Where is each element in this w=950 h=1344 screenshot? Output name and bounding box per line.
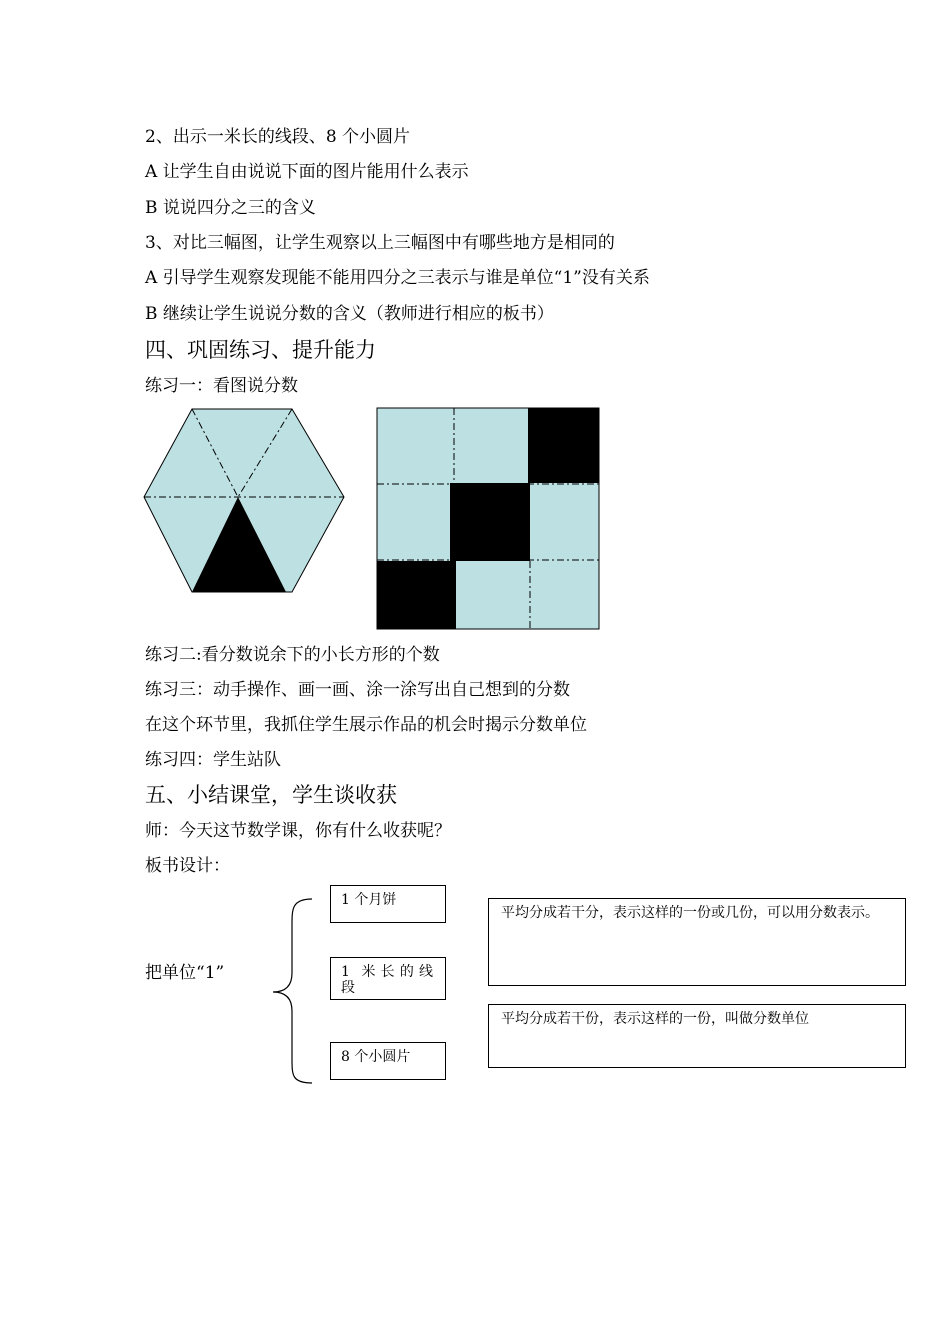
definition-fraction-unit-text: 平均分成若干份，表示这样的一份，叫做分数单位 [501,1011,809,1027]
hexagon-figure [140,405,350,597]
board-item-line-segment-text: 1 米长的线段 [341,964,435,996]
text-line-3: B 说说四分之三的含义 [145,198,316,218]
shaded-cell-bottom-left [377,561,456,629]
definition-box-fraction [488,898,906,986]
text-line-4: 3、对比三幅图，让学生观察以上三幅图中有哪些地方是相同的 [145,233,615,253]
text-line-5: A 引导学生观察发现能不能用四分之三表示与谁是单位“1”没有关系 [145,268,650,288]
section-5-heading: 五、小结课堂，学生谈收获 [145,783,397,807]
board-item-circles-text: 8 个小圆片 [341,1049,411,1065]
text-line-2: A 让学生自由说说下面的图片能用什么表示 [145,162,469,182]
shaded-cell-top-right [528,408,599,483]
board-item-mooncake-text: 1 个月饼 [341,892,397,908]
teacher-question: 师：今天这节数学课，你有什么收获呢？ [145,821,451,841]
shaded-cell-center [450,483,530,561]
exercise-2-label: 练习二:看分数说余下的小长方形的个数 [145,645,440,665]
note-line: 在这个环节里，我抓住学生展示作品的机会时揭示分数单位 [145,715,587,735]
text-line-1: 2、出示一米长的线段、8 个小圆片 [145,127,411,147]
exercise-3-label: 练习三：动手操作、画一画、涂一涂写出自己想到的分数 [145,680,570,700]
text-line-6: B 继续让学生说说分数的含义（教师进行相应的板书） [145,304,554,324]
board-item-line-segment [330,957,446,1000]
definition-box-fraction-unit [488,1004,906,1068]
section-4-heading: 四、巩固练习、提升能力 [145,338,376,362]
exercise-4-label: 练习四：学生站队 [145,750,281,770]
board-design-label: 板书设计： [145,856,230,876]
unit-label: 把单位“1” [145,963,225,983]
definition-fraction-text: 平均分成若干分，表示这样的一份或几份，可以用分数表示。 [501,905,879,921]
exercise-1-label: 练习一：看图说分数 [145,376,298,396]
grid-square-figure [376,407,601,631]
board-item-circles [330,1042,446,1080]
board-item-mooncake [330,885,446,923]
left-brace [268,895,318,1087]
